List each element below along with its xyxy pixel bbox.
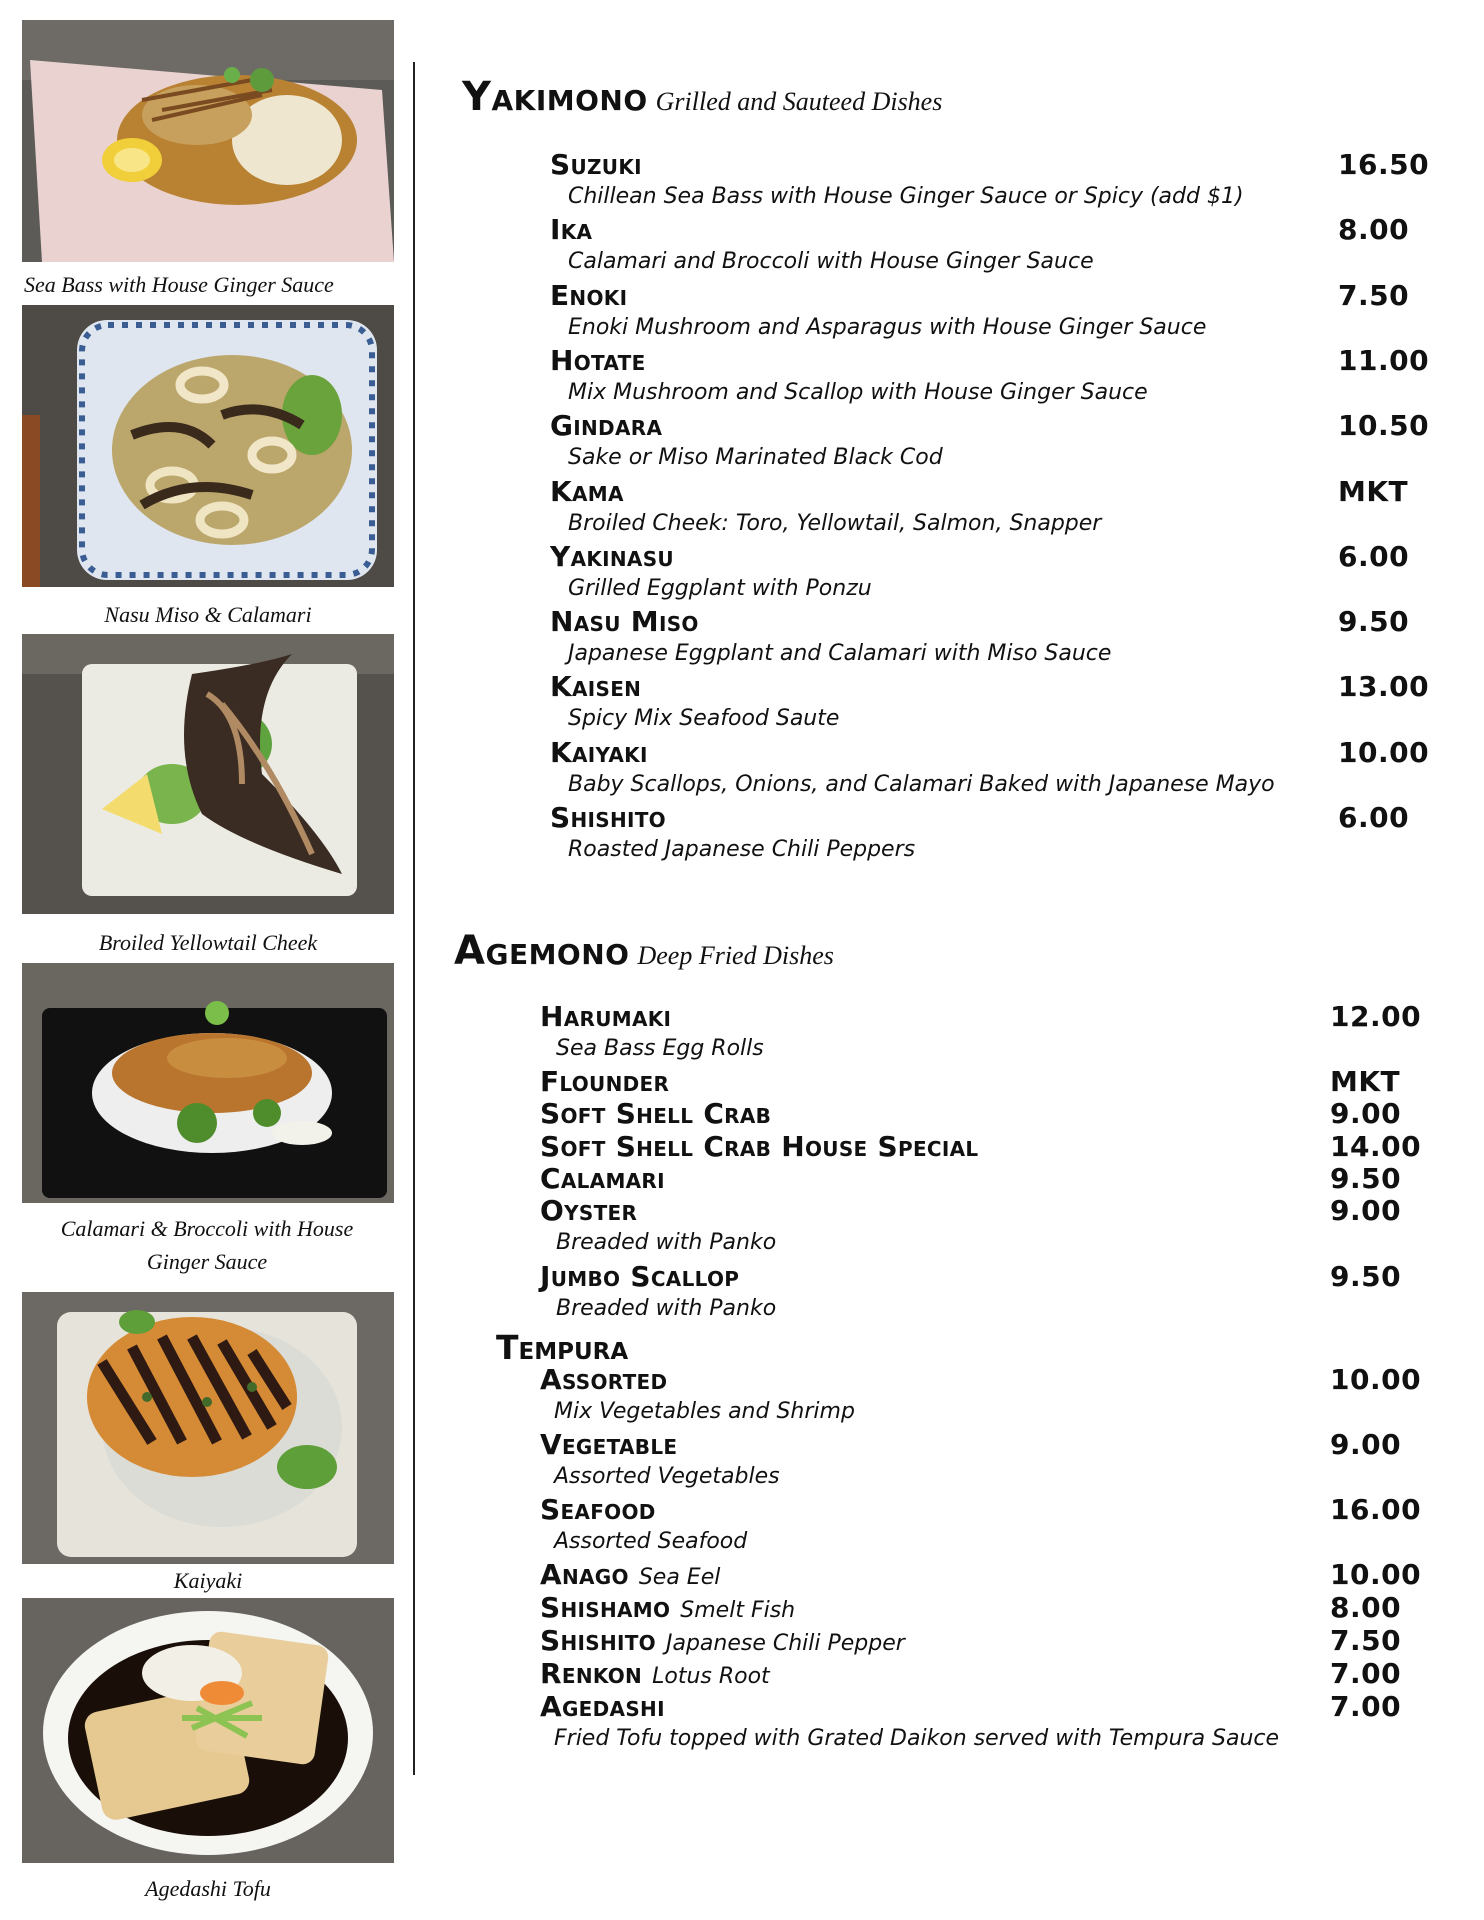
menu-item-name: Shishito <box>550 801 666 834</box>
menu-item-price: MKT <box>1330 1065 1401 1098</box>
menu-item-name: Enoki <box>550 279 628 312</box>
photo-caption: Nasu Miso & Calamari <box>104 602 312 627</box>
menu-item-price: 9.50 <box>1330 1162 1402 1195</box>
menu-item-price: 10.00 <box>1330 1558 1422 1591</box>
photo-caption: Sea Bass with House Ginger Sauce <box>24 272 334 297</box>
photo-caption: Broiled Yellowtail Cheek <box>98 930 318 955</box>
menu-item-description: Assorted Seafood <box>554 1529 748 1554</box>
menu-item-description: Breaded with Panko <box>556 1230 777 1255</box>
subsection-title-tempura: Tempura <box>496 1328 629 1367</box>
menu-item-name: Hotate <box>550 344 646 377</box>
photo-sea-bass <box>22 20 394 262</box>
menu-item-price: 7.00 <box>1330 1657 1402 1690</box>
menu-item-price: 10.50 <box>1338 409 1430 442</box>
menu-item-name: Gindara <box>550 409 663 442</box>
menu-item-name <box>540 1657 770 1690</box>
photo-caption: Calamari & Broccoli with House Ginger Sauce <box>60 1216 354 1274</box>
menu-item-name: Agedashi <box>540 1690 665 1723</box>
photo-calamari-broccoli <box>22 963 394 1203</box>
menu-item-price: 8.00 <box>1338 213 1410 246</box>
menu-item-name-text: Shishito <box>540 1624 656 1657</box>
menu-item-description: Roasted Japanese Chili Peppers <box>568 837 916 862</box>
menu-item-price: 6.00 <box>1338 540 1410 573</box>
menu-item-description: Enoki Mushroom and Asparagus with House Ginger Sauce <box>568 315 1207 340</box>
menu-item-name: Flounder <box>540 1065 670 1098</box>
menu-item-name: Seafood <box>540 1493 656 1526</box>
menu-item-name: Ika <box>550 213 593 246</box>
menu-item-description: Mix Mushroom and Scallop with House Ginger Sauce <box>568 380 1148 405</box>
menu-item-description: Grilled Eggplant with Ponzu <box>568 576 872 601</box>
menu-item-description: Calamari and Broccoli with House Ginger Sauce <box>568 249 1094 274</box>
section-title-yakimono: Yakimono Grilled and Sauteed Dishes <box>462 74 943 120</box>
menu-item-description: Assorted Vegetables <box>554 1464 780 1489</box>
menu-item-price: 9.00 <box>1330 1097 1402 1130</box>
menu-item-name: Calamari <box>540 1162 665 1195</box>
menu-item-price: 7.50 <box>1330 1624 1402 1657</box>
photo-caption: Agedashi Tofu <box>145 1876 271 1901</box>
menu-item-name-text: Renkon <box>540 1657 643 1690</box>
photo-agedashi-tofu <box>22 1598 394 1863</box>
menu-item-name: Soft Shell Crab <box>540 1097 772 1130</box>
photo-caption: Kaiyaki <box>173 1568 243 1593</box>
menu-item-name: Yakinasu <box>550 540 674 573</box>
column-divider <box>413 62 415 1775</box>
menu-item-price: 14.00 <box>1330 1130 1422 1163</box>
menu-item-price: 8.00 <box>1330 1591 1402 1624</box>
menu-item-description: Sea Bass Egg Rolls <box>556 1036 764 1061</box>
section-subtitle: Deep Fried Dishes <box>637 941 834 970</box>
menu-item-description: Fried Tofu topped with Grated Daikon served with Tempura Sauce <box>554 1726 1280 1751</box>
menu-item-price: 6.00 <box>1338 801 1410 834</box>
menu-item-price: 11.00 <box>1338 344 1430 377</box>
menu-item-name: Assorted <box>540 1363 668 1396</box>
photo-nasu-miso <box>22 305 394 587</box>
menu-item-price: 7.00 <box>1330 1690 1402 1723</box>
menu-item-price: 9.50 <box>1338 605 1410 638</box>
menu-item-description: Lotus Root <box>652 1664 770 1689</box>
menu-item-description: Japanese Chili Pepper <box>665 1631 905 1656</box>
menu-item-price: 10.00 <box>1330 1363 1422 1396</box>
section-title-agemono: Agemono Deep Fried Dishes <box>454 928 834 974</box>
menu-item-name <box>540 1591 795 1624</box>
menu-item-description: Sea Eel <box>638 1565 721 1590</box>
section-subtitle: Grilled and Sauteed Dishes <box>655 87 943 116</box>
menu-item-name <box>540 1558 720 1591</box>
menu-item-name-text: Shishamo <box>540 1591 671 1624</box>
menu-item-price: 13.00 <box>1338 670 1430 703</box>
menu-item-name: Oyster <box>540 1194 638 1227</box>
menu-item-description: Japanese Eggplant and Calamari with Miso Sauce <box>568 641 1112 666</box>
menu-item-name: Soft Shell Crab House Special <box>540 1130 979 1163</box>
menu-item-description: Spicy Mix Seafood Saute <box>568 706 840 731</box>
menu-item-description: Sake or Miso Marinated Black Cod <box>568 445 943 470</box>
photo-yellowtail-cheek <box>22 634 394 914</box>
menu-item-description: Baby Scallops, Onions, and Calamari Baked with Japanese Mayo <box>568 772 1275 797</box>
menu-item-name: Harumaki <box>540 1000 672 1033</box>
menu-item-name: Vegetable <box>540 1428 678 1461</box>
menu-item-price: 7.50 <box>1338 279 1410 312</box>
menu-item-description: Breaded with Panko <box>556 1296 777 1321</box>
menu-item-price: 9.00 <box>1330 1194 1402 1227</box>
menu-item-name: Kama <box>550 475 624 508</box>
menu-item-price: 9.50 <box>1330 1260 1402 1293</box>
photo-kaiyaki <box>22 1292 394 1564</box>
menu-item-price: 16.50 <box>1338 148 1430 181</box>
menu-item-description: Broiled Cheek: Toro, Yellowtail, Salmon, Snapper <box>568 511 1102 536</box>
menu-item-price: 9.00 <box>1330 1428 1402 1461</box>
menu-item-price: MKT <box>1338 475 1409 508</box>
menu-item-name <box>540 1624 905 1657</box>
menu-item-name: Jumbo Scallop <box>540 1260 740 1293</box>
menu-item-name-text: Anago <box>540 1558 629 1591</box>
menu-item-name: Kaisen <box>550 670 642 703</box>
menu-item-description: Chillean Sea Bass with House Ginger Sauce or Spicy (add $1) <box>568 184 1244 209</box>
menu-item-name: Kaiyaki <box>550 736 648 769</box>
menu-item-price: 12.00 <box>1330 1000 1422 1033</box>
menu-item-description: Mix Vegetables and Shrimp <box>554 1399 855 1424</box>
menu-item-name: Suzuki <box>550 148 642 181</box>
menu-item-price: 10.00 <box>1338 736 1430 769</box>
menu-item-name: Nasu Miso <box>550 605 699 638</box>
menu-item-description: Smelt Fish <box>680 1598 796 1623</box>
menu-item-price: 16.00 <box>1330 1493 1422 1526</box>
